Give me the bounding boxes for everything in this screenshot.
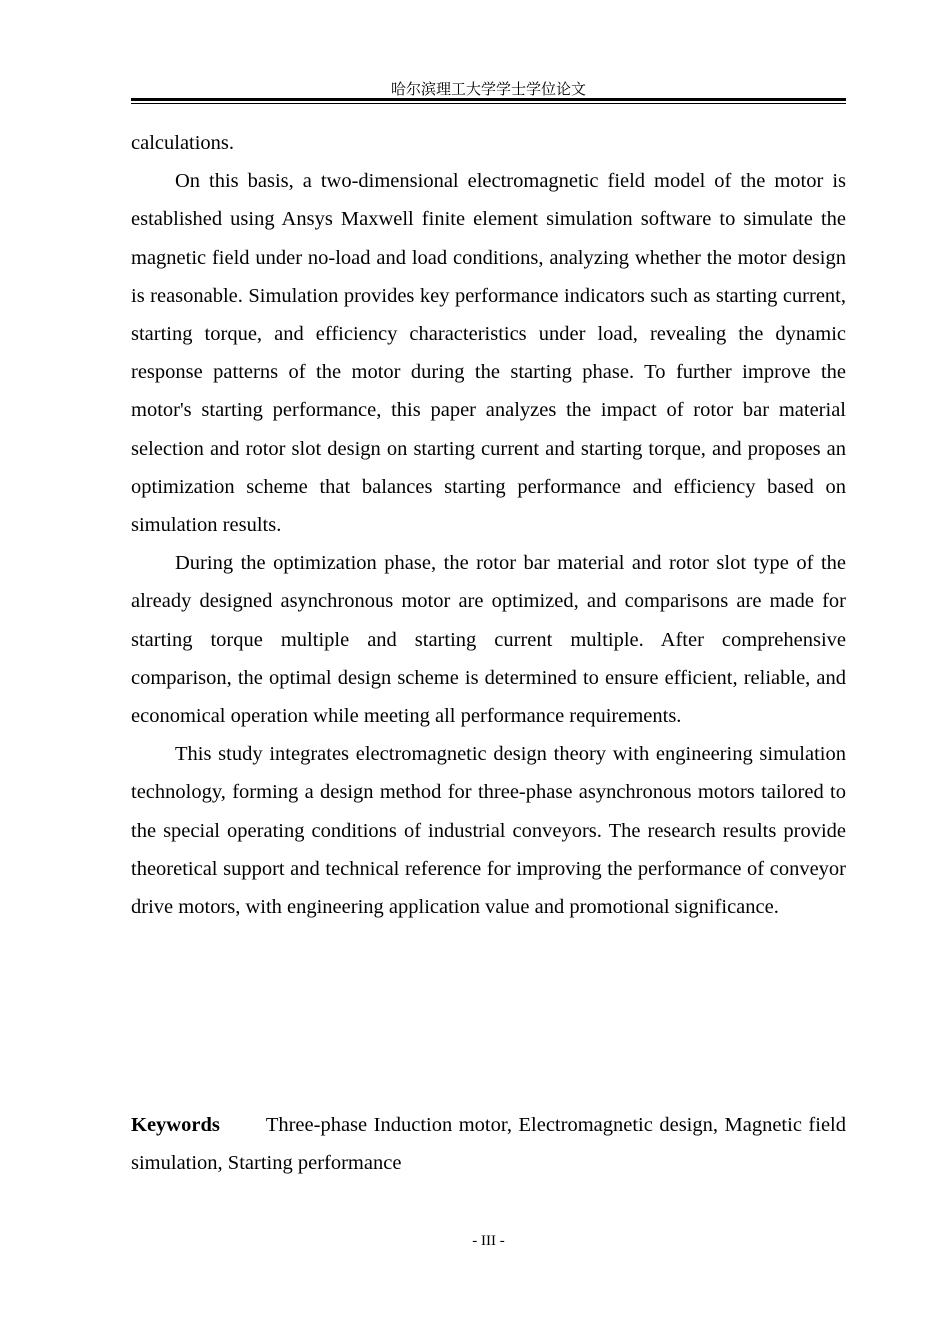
page-number: - III - bbox=[472, 1233, 505, 1249]
paragraph-simulation: On this basis, a two-dimensional electromagnetic field model of the motor is established using Ansys Maxwell finite element simulation software to simulate the magnetic field under no-load and load conditions, analyzing whether the motor design is reasonable. Simulation provides key performance indicators such as starting current, starting torque, and efficiency characteristics under load, revealing the dynamic response patterns of the motor during the starting phase. To further improve the motor's starting performance, this paper analyzes the impact of rotor bar material selection and rotor slot design on starting current and starting torque, and proposes an optimization scheme that balances starting performance and efficiency based on simulation results. bbox=[131, 170, 846, 537]
paragraph-optimization: During the optimization phase, the rotor bar material and rotor slot type of the already designed asynchronous motor are optimized, and comparisons are made for starting torque multiple and starting current multiple. After comprehensive comparison, the optimal design scheme is determined to ensure efficient, reliable, and economical operation while meeting all performance requirements. bbox=[131, 552, 846, 728]
header-rule-thin bbox=[131, 103, 846, 104]
paragraph-conclusion: This study integrates electromagnetic design theory with engineering simulation technology, forming a design method for three-phase asynchronous motors tailored to the special operating conditions of industrial conveyors. The research results provide theoretical support and technical reference for improving the performance of conveyor drive motors, with engineering application value and promotional significance. bbox=[131, 743, 846, 919]
header-rule-thick bbox=[131, 98, 846, 101]
abstract-body bbox=[131, 124, 846, 926]
page-header: 哈尔滨理工大学学士学位论文 bbox=[390, 80, 586, 98]
paragraph-continuation: calculations. bbox=[131, 132, 235, 154]
keywords-label: Keywords bbox=[131, 1114, 220, 1136]
keywords-text: Three-phase Induction motor, Electromagnetic design, Magnetic field simulation, Starting performance bbox=[131, 1114, 846, 1175]
keywords-block bbox=[131, 1106, 846, 1182]
